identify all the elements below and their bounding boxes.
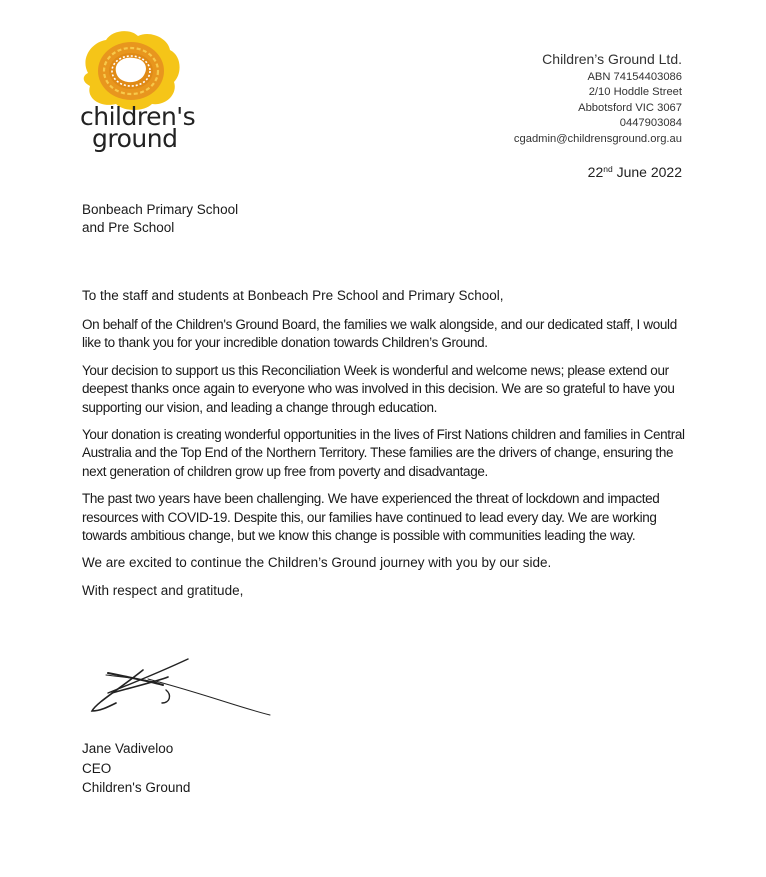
org-name: Children’s Ground Ltd. xyxy=(542,51,682,67)
org-email: cgadmin@childrensground.org.au xyxy=(513,132,682,145)
signoff-block xyxy=(82,739,190,798)
org-abn: ABN 74154403086 xyxy=(587,71,682,83)
date-rest: June 2022 xyxy=(612,164,682,180)
recipient-line-1: Bonbeach Primary School xyxy=(82,202,239,217)
letterhead-address xyxy=(514,50,682,147)
org-suburb: Abbotsford VIC 3067 xyxy=(578,101,682,114)
childrens-ground-logo xyxy=(78,28,196,158)
body-paragraph: The past two years have been challenging. We have experienced the threat of lockdown and impacted resources with COVID-19. Despite this, our families have continued to lead every day. We are working towards ambitious change, but we know this change is possible with communities leading the way. xyxy=(82,491,660,543)
recipient-address xyxy=(82,201,238,237)
letter-body xyxy=(82,287,692,610)
salutation: To the staff and students at Bonbeach Pre School and Primary School, xyxy=(82,288,504,303)
body-paragraph: On behalf of the Children's Ground Board, the families we walk alongside, and our dedicated staff, I would like to thank you for your incredible donation towards Children’s Ground. xyxy=(82,317,677,351)
recipient-line-2: and Pre School xyxy=(82,220,175,235)
body-paragraph: Your decision to support us this Reconciliation Week is wonderful and welcome news; please extend our deepest thanks once again to everyone who was involved in this decision. We are so grateful to have you supporting our vision, and leading a change through education. xyxy=(82,363,675,415)
letter-date xyxy=(588,164,682,180)
logo-line-2: ground xyxy=(92,124,178,153)
logo-line-1: children's xyxy=(80,102,196,131)
sunflower-logo-icon xyxy=(78,28,190,110)
closing: With respect and gratitude, xyxy=(82,583,244,599)
signatory-title: CEO xyxy=(82,760,112,776)
date-suffix: nd xyxy=(603,164,613,174)
org-street: 2/10 Hoddle Street xyxy=(588,86,682,99)
signature-icon xyxy=(88,655,288,725)
signatory-org: Children's Ground xyxy=(82,780,191,795)
org-phone: 0447903084 xyxy=(619,117,682,130)
signatory-name: Jane Vadiveloo xyxy=(82,741,174,756)
body-paragraph: Your donation is creating wonderful opportunities in the lives of First Nations children and families in Central Australia and the Top End of the Northern Territory. These families are the drivers of change, ensuring the next generation of children grow up free from poverty and disadvantage. xyxy=(82,427,685,479)
date-day: 22 xyxy=(587,164,604,180)
logo-wordmark xyxy=(78,102,196,153)
body-paragraph: We are excited to continue the Children’s Ground journey with you by our side. xyxy=(82,555,552,571)
signature xyxy=(88,655,288,725)
